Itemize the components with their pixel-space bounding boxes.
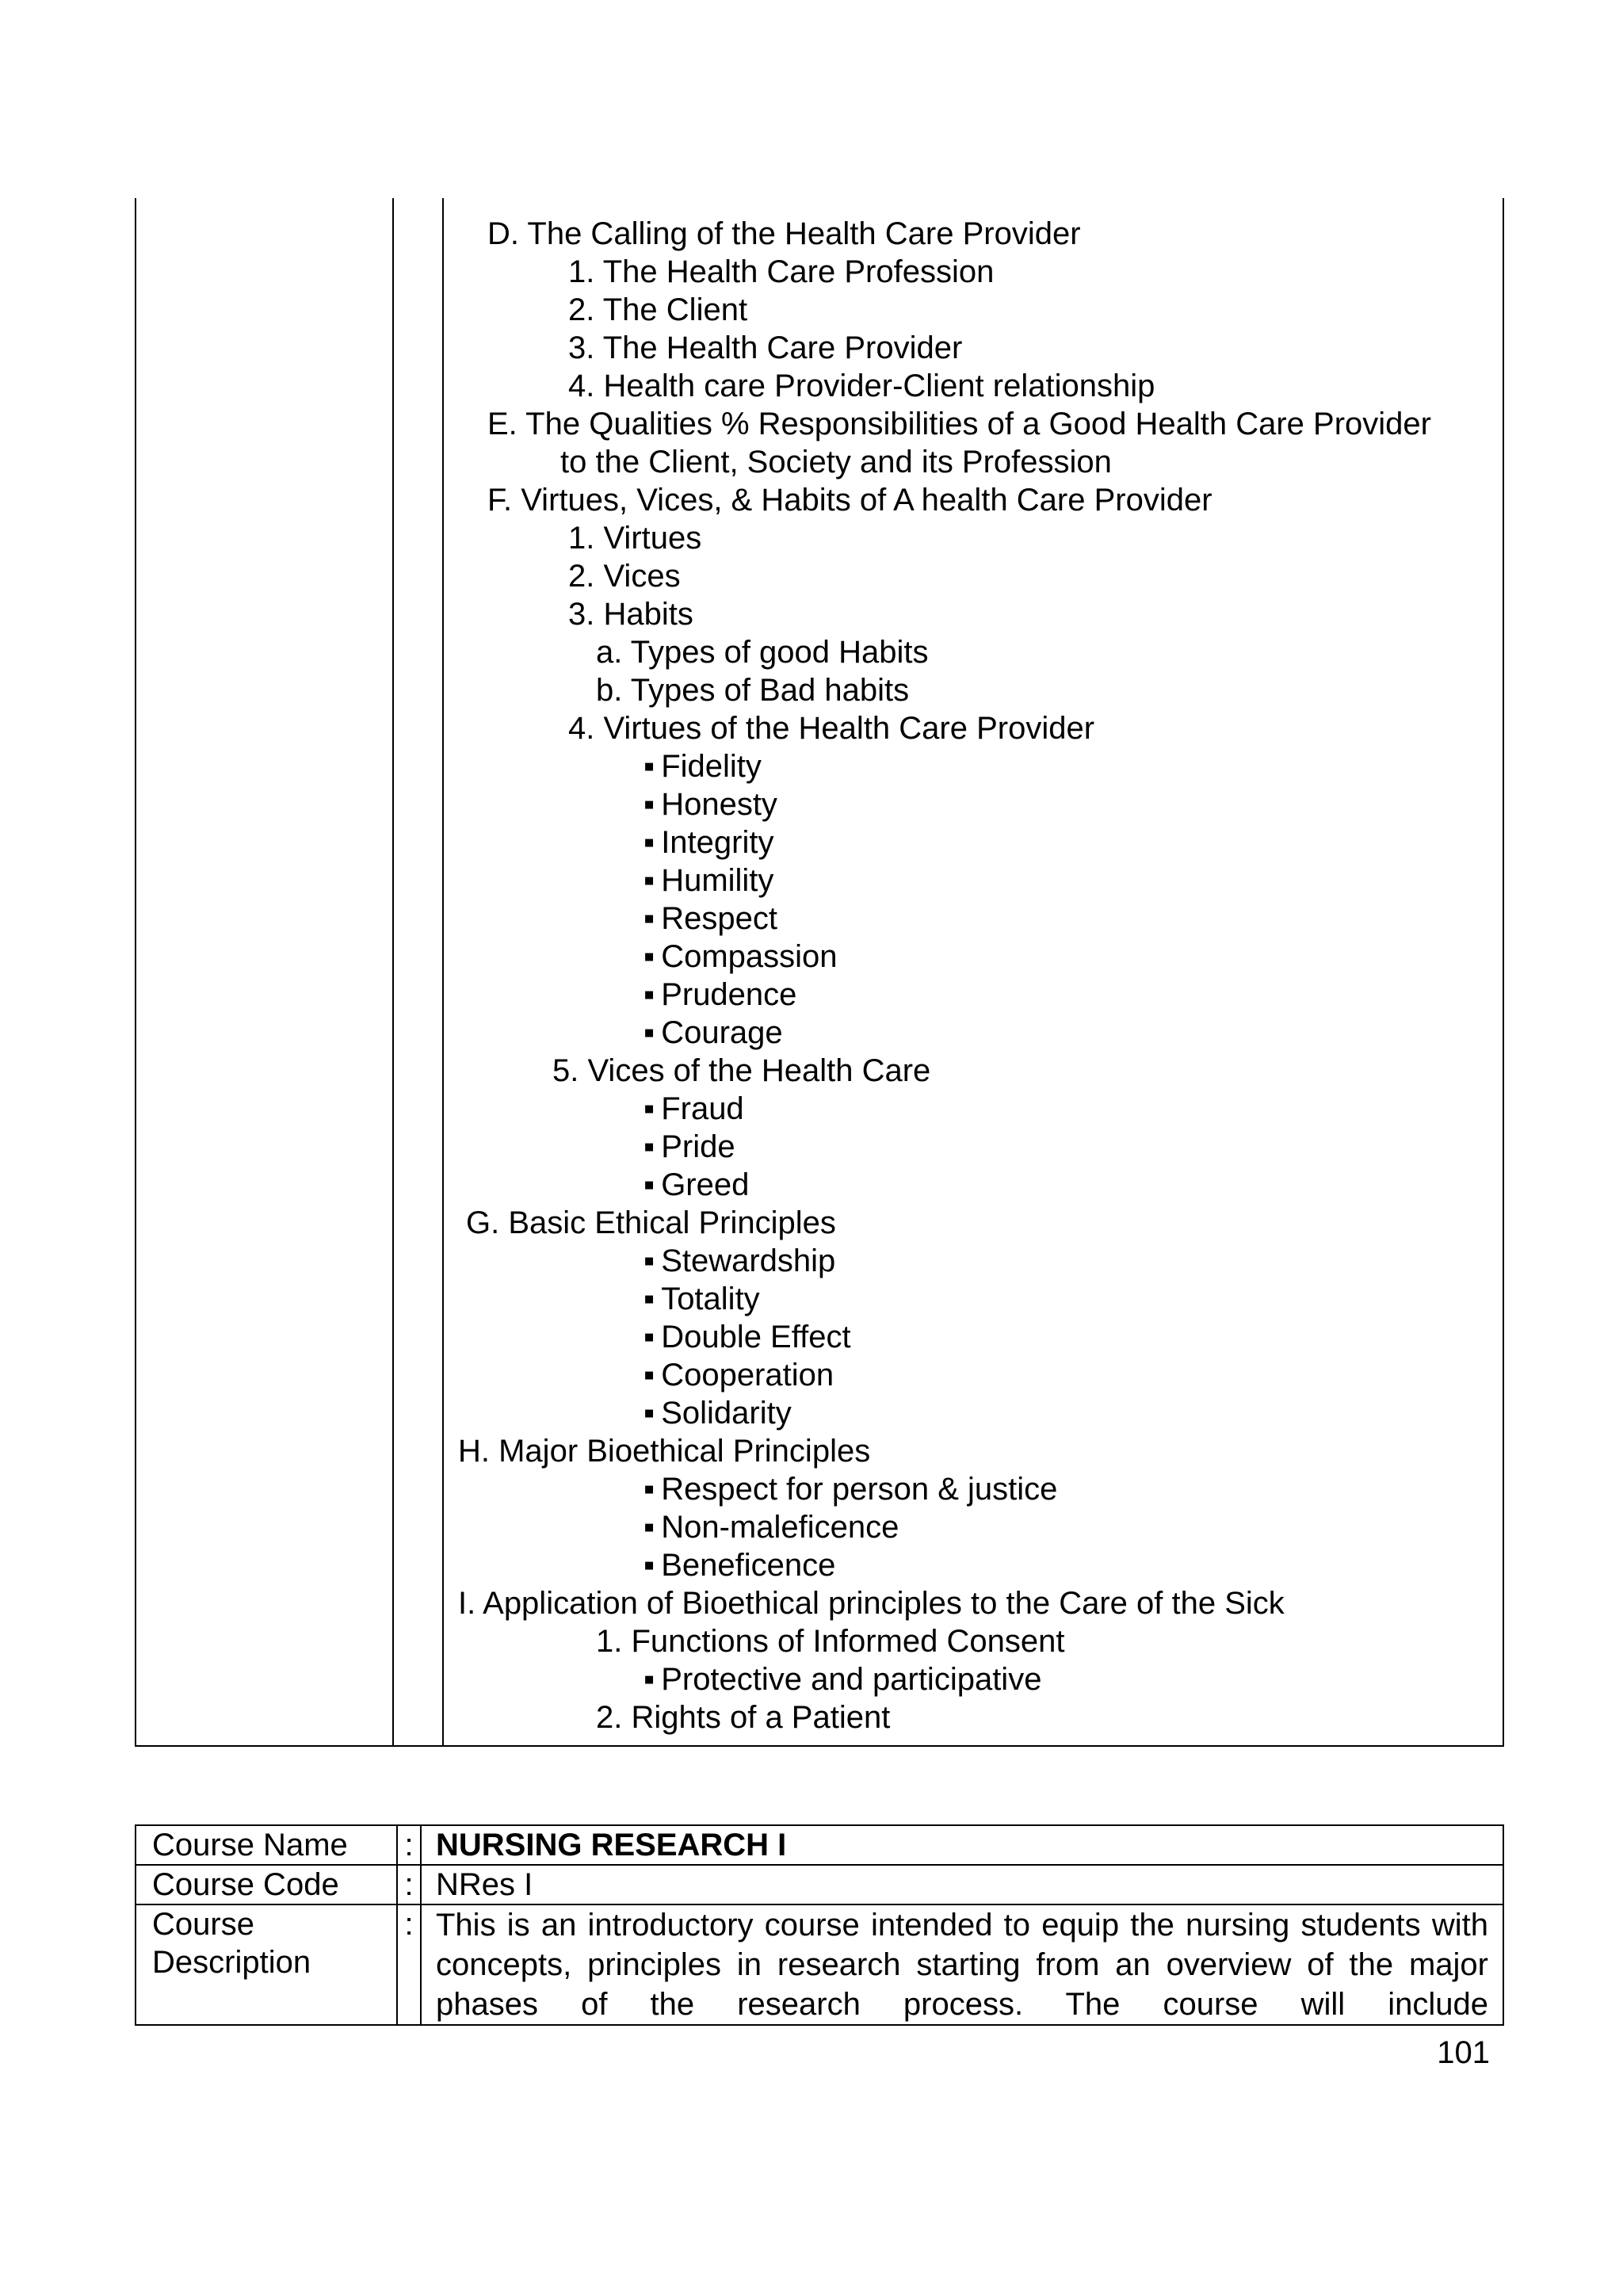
table-row (136, 1865, 1503, 1904)
course-name-label: Course Name (136, 1825, 397, 1865)
outline-item: 4. Health care Provider-Client relationship (568, 369, 1155, 403)
outline-item: I. Application of Bioethical principles to the Care of the Sick (458, 1586, 1285, 1621)
table-border-left (135, 198, 136, 1747)
bullet-item: ▪ Respect (643, 900, 777, 938)
outline-item: a. Types of good Habits (596, 635, 929, 670)
outline-item: 5. Vices of the Health Care (552, 1053, 931, 1088)
table-border-right (1503, 198, 1504, 1747)
outline-item: b. Types of Bad habits (596, 673, 910, 708)
outline-item: E. The Qualities % Responsibilities of a Good Health Care Provider (487, 407, 1431, 441)
course-description-value: This is an introductory course intended to equip the nursing students with concepts, principles in research starting from an overview of the major phases of the research process. The course will include (436, 1908, 1488, 2022)
course-description-cell (421, 1904, 1503, 2025)
bullet-item: ▪ Humility (643, 861, 773, 900)
bullet-item: ▪ Fraud (643, 1090, 744, 1128)
bullet-item: ▪ Greed (643, 1166, 749, 1204)
bullet-item: ▪ Pride (643, 1128, 735, 1166)
table-border-bottom (135, 1745, 1504, 1747)
bullet-item: ▪ Protective and participative (643, 1660, 1041, 1698)
bullet-item: ▪ Respect for person & justice (643, 1470, 1057, 1508)
bullet-item: ▪ Stewardship (643, 1242, 835, 1280)
course-info-table (135, 1824, 1504, 2026)
outline-item: 3. The Health Care Provider (568, 330, 963, 365)
outline-item: 2. Vices (568, 559, 681, 594)
outline-item: 1. Functions of Informed Consent (596, 1624, 1065, 1659)
outline-item: 2. Rights of a Patient (596, 1700, 891, 1735)
outline-item: 1. The Health Care Profession (568, 254, 995, 289)
outline-item: to the Client, Society and its Profession (560, 445, 1112, 479)
outline-item: 1. Virtues (568, 521, 702, 556)
bullet-item: ▪ Courage (643, 1014, 783, 1052)
table-border-col1 (392, 198, 394, 1747)
curriculum-content-table (135, 198, 1504, 1747)
bullet-item: ▪ Cooperation (643, 1356, 834, 1394)
table-row (136, 1904, 1503, 2025)
bullet-item: ▪ Prudence (643, 976, 796, 1014)
course-code-value: NRes I (421, 1865, 1503, 1904)
table-row (136, 1825, 1503, 1865)
bullet-item: ▪ Solidarity (643, 1394, 792, 1432)
separator-colon: : (397, 1904, 421, 2025)
outline-item: G. Basic Ethical Principles (466, 1205, 836, 1240)
bullet-item: ▪ Totality (643, 1280, 760, 1318)
bullet-item: ▪ Beneficence (643, 1546, 835, 1584)
separator-colon: : (397, 1825, 421, 1865)
bullet-item: ▪ Fidelity (643, 747, 762, 785)
bullet-item: ▪ Integrity (643, 823, 773, 861)
bullet-item: ▪ Non-maleficence (643, 1508, 899, 1546)
bullet-item: ▪ Honesty (643, 785, 777, 823)
outline-item: F. Virtues, Vices, & Habits of A health Care Provider (487, 483, 1212, 518)
outline-item: 2. The Client (568, 292, 748, 327)
outline-item: D. The Calling of the Health Care Provider (487, 216, 1081, 251)
outline-item: H. Major Bioethical Principles (458, 1434, 871, 1469)
page-number: 101 (1437, 2035, 1490, 2070)
outline-item: 4. Virtues of the Health Care Provider (568, 711, 1095, 746)
bullet-item: ▪ Double Effect (643, 1318, 851, 1356)
table-border-col2 (442, 198, 444, 1747)
course-description-label: Course Description (136, 1904, 397, 2025)
course-code-label: Course Code (136, 1865, 397, 1904)
outline-item: 3. Habits (568, 597, 693, 632)
course-name-value: NURSING RESEARCH I (421, 1825, 1503, 1865)
separator-colon: : (397, 1865, 421, 1904)
bullet-item: ▪ Compassion (643, 938, 838, 976)
